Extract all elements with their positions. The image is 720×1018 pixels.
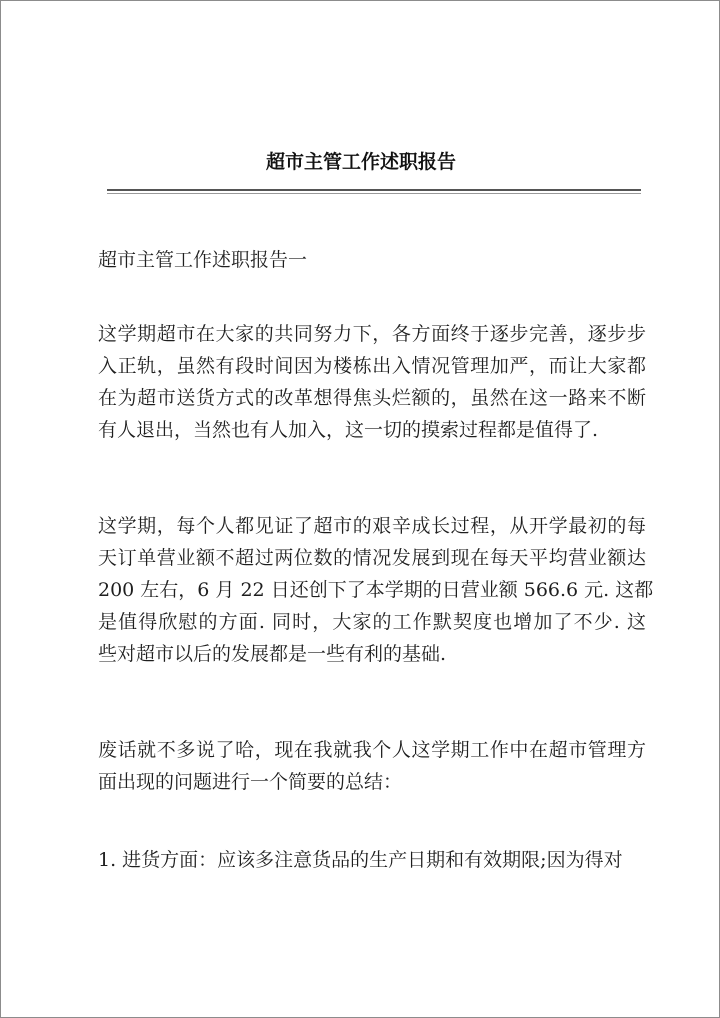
paragraph-line: 面出现的问题进行一个简要的总结： [98,771,403,793]
paragraph-2 [98,510,654,670]
paragraph-line: 这学期，每个人都见证了超市的艰辛成长过程，从开学最初的每 [98,515,646,537]
section-heading [98,244,646,276]
document-title: 超市主管工作述职报告 [265,151,456,173]
paragraph-line: 是值得欣慰的方面. 同时，大家的工作默契度也增加了不少. 这 [98,611,646,633]
paragraph-line: 天订单营业额不超过两位数的情况发展到现在每天平均营业额达 [98,547,646,569]
paragraph-line: 在为超市送货方式的改革想得焦头烂额的，虽然在这一路来不断 [98,387,646,409]
paragraph-3 [98,734,646,798]
title-divider-thin [107,193,641,194]
paragraph-1 [98,318,646,446]
paragraph-line: 些对超市以后的发展都是一些有利的基础. [98,643,447,665]
paragraph-line: 入正轨，虽然有段时间因为楼栋出入情况管理加严，而让大家都 [98,355,646,377]
section-heading-text: 超市主管工作述职报告一 [98,249,308,271]
paragraph-line: 200 左右，6 月 22 日还创下了本学期的日营业额 566.6 元. 这都 [98,579,654,601]
paragraph-line: 废话就不多说了哈，现在我就我个人这学期工作中在超市管理方 [98,739,646,761]
paragraph-4 [98,844,646,876]
paragraph-line: 1. 进货方面：应该多注意货品的生产日期和有效期限;因为得对 [98,849,623,871]
title-divider [107,189,641,191]
paragraph-line: 有人退出，当然也有人加入，这一切的摸索过程都是值得了. [98,419,599,441]
paragraph-line: 这学期超市在大家的共同努力下，各方面终于逐步完善，逐步步 [98,323,646,345]
